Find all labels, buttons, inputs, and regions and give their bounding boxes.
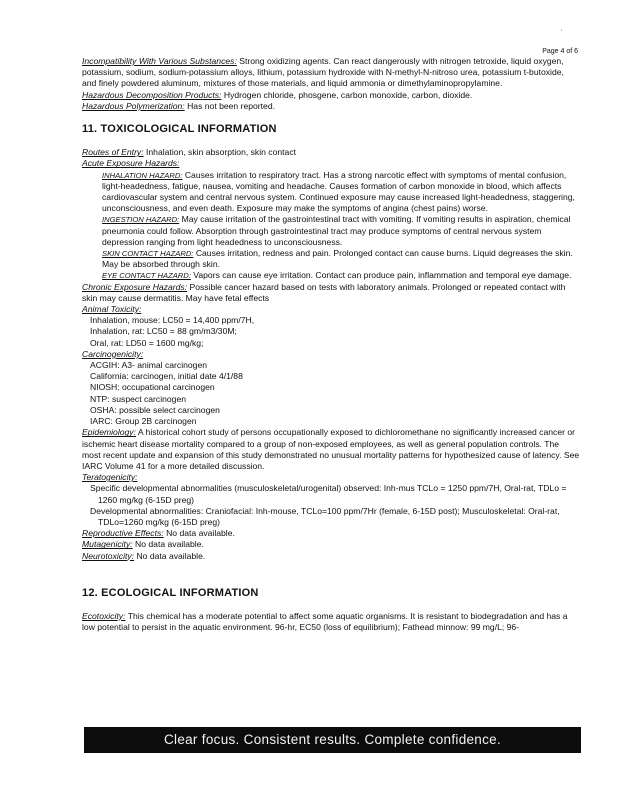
eye-text: Vapors can cause eye irritation. Contact can produce pain, inflammation and temporal eye damage. bbox=[193, 270, 572, 281]
mutagenicity-text: No data available. bbox=[135, 539, 204, 550]
neurotoxicity-text: No data available. bbox=[136, 550, 206, 561]
carcinogenicity-item: NTP: suspect carcinogen bbox=[90, 393, 187, 404]
carcinogenicity-label: Carcinogenicity: bbox=[82, 348, 144, 359]
carcinogenicity-item: NIOSH: occupational carcinogen bbox=[90, 382, 215, 393]
animal-label-line bbox=[82, 304, 580, 315]
chronic-paragraph bbox=[82, 282, 580, 304]
scan-mark: ' bbox=[560, 30, 562, 36]
polymerization-text: Has not been reported. bbox=[187, 100, 275, 111]
epidemiology-paragraph bbox=[82, 427, 580, 472]
polymerization-paragraph bbox=[82, 101, 580, 112]
animal-item: Inhalation, rat: LC50 = 88 gm/m3/30M; bbox=[90, 326, 237, 337]
carcinogenicity-item: California: carcinogen, initial date 4/1/88 bbox=[90, 371, 243, 382]
inhalation-label: INHALATION HAZARD: bbox=[102, 170, 183, 180]
eye-label: EYE CONTACT HAZARD: bbox=[102, 271, 191, 281]
ingestion-paragraph bbox=[82, 214, 580, 248]
reproductive-paragraph bbox=[82, 528, 580, 539]
animal-item: Inhalation, mouse: LC50 = 14,400 ppm/7H, bbox=[90, 315, 255, 326]
decomposition-label: Hazardous Decomposition Products: bbox=[82, 89, 222, 100]
routes-paragraph bbox=[82, 147, 580, 158]
neurotoxicity-label: Neurotoxicity: bbox=[82, 550, 135, 561]
acute-label-line bbox=[82, 158, 580, 169]
routes-text: Inhalation, skin absorption, skin contact bbox=[146, 147, 297, 158]
mutagenicity-label: Mutagenicity: bbox=[82, 539, 133, 550]
decomposition-text: Hydrogen chloride, phosgene, carbon monoxide, carbon, dioxide. bbox=[223, 89, 473, 100]
mutagenicity-paragraph bbox=[82, 539, 580, 550]
chronic-text: Possible cancer hazard based on tests with laboratory animals. Prolonged or repeated contact with skin may cause dermatitis. May have fetal effects bbox=[82, 281, 566, 303]
document-body bbox=[82, 56, 580, 633]
epidemiology-label: Epidemiology: bbox=[82, 427, 136, 438]
ingestion-label: INGESTION HAZARD: bbox=[102, 215, 180, 225]
skin-label: SKIN CONTACT HAZARD: bbox=[102, 249, 194, 259]
reproductive-label: Reproductive Effects: bbox=[82, 528, 164, 539]
incompatibility-paragraph bbox=[82, 56, 580, 90]
eye-paragraph bbox=[82, 270, 580, 281]
chronic-label: Chronic Exposure Hazards: bbox=[82, 281, 188, 292]
ecotoxicity-paragraph bbox=[82, 611, 580, 633]
skin-text: Causes irritation, redness and pain. Prolonged contact can cause burns. Liquid degreases the skin. May be absorbed through skin. bbox=[102, 248, 573, 270]
carcinogenicity-item: IARC: Group 2B carcinogen bbox=[90, 416, 197, 427]
acute-label: Acute Exposure Hazards: bbox=[82, 158, 180, 169]
animal-label: Animal Toxicity: bbox=[82, 304, 142, 315]
inhalation-paragraph bbox=[82, 170, 580, 215]
teratogenicity-label-line bbox=[82, 472, 580, 483]
teratogenicity-label: Teratogenicity: bbox=[82, 472, 138, 483]
ingestion-text: May cause irritation of the gastrointestinal tract with vomiting. If vomiting results in aspiration, chemical pneumonia could follow. Absorption through gastrointestinal tract may produce symptoms of central nervous system depression ranging from light headedness to unconsciousness. bbox=[102, 214, 571, 247]
carcinogenicity-item: ACGIH: A3- animal carcinogen bbox=[90, 360, 208, 371]
teratogenicity-item: Developmental abnormalities: Craniofacial: Inh-mouse, TCLo=100 ppm/7Hr (female, 6-15D post); Musculoskeletal: Oral-rat, TDLo=1260 mg/kg (6-15D preg) bbox=[90, 505, 560, 527]
epidemiology-text: A historical cohort study of persons occupationally exposed to dichloromethane no significantly increased cancer or ischemic heart disease mortality compared to a group of non-exposed employees, as well as general population controls. The most recent update and expansion of this study demonstrated no unusual mortality patterns for hypothesized cause of latency. See IARC Volume 41 for a more detailed discussion. bbox=[82, 427, 580, 471]
section-11-title: 11. TOXICOLOGICAL INFORMATION bbox=[82, 123, 277, 136]
teratogenicity-item: Specific developmental abnormalities (musculoskeletal/urogenital) observed: Inh-mus TCLo = 1250 ppm/7H, Oral-rat, TDLo = 1260 mg/kg (6-15D preg) bbox=[90, 483, 567, 505]
routes-label: Routes of Entry: bbox=[82, 147, 144, 158]
animal-item: Oral, rat: LD50 = 1600 mg/kg; bbox=[90, 337, 204, 348]
polymerization-label: Hazardous Polymerization: bbox=[82, 100, 185, 111]
reproductive-text: No data available. bbox=[166, 528, 235, 539]
inhalation-text: Causes irritation to respiratory tract. Has a strong narcotic effect with symptoms of mental confusion, light-headedness, fatigue, nausea, vomiting and headache. Causes formation of carbon monoxide in blood, which affects cardiovascular system and central nervous system. Continued exposure may cause increased light-headedness, staggering, unconsciousness, and even death. Exposure may make the symptoms of angina (chest pains) worse. bbox=[102, 169, 575, 214]
decomposition-paragraph bbox=[82, 90, 580, 101]
page-number: Page 4 of 6 bbox=[542, 48, 578, 55]
incompatibility-label: Incompatibility With Various Substances: bbox=[82, 56, 237, 66]
section-12-title: 12. ECOLOGICAL INFORMATION bbox=[82, 586, 259, 599]
incompatibility-text: Strong oxidizing agents. Can react dangerously with nitrogen tetroxide, liquid oxygen, potassium, sodium, sodium-potassium alloys, lithium, potassium hydroxide with N-methyl-N-nitroso urea, potassium t-butoxide, and finely powdered aluminum, mixtures of those materials, and liquid ammonia or dimethylaminopropylamine. bbox=[82, 56, 564, 89]
ecotoxicity-text: This chemical has a moderate potential to affect some aquatic organisms. It is resistant to biodegradation and has a low potential to persist in the aquatic environment. 96-hr, EC50 (loss of equilibrium); Fathead minnow: 99 mg/L; 96- bbox=[82, 610, 568, 633]
neurotoxicity-paragraph bbox=[82, 551, 580, 562]
ecotoxicity-label: Ecotoxicity: bbox=[82, 610, 126, 621]
skin-paragraph bbox=[82, 248, 580, 270]
carcinogenicity-label-line bbox=[82, 349, 580, 360]
footer-tagline-bar: Clear focus. Consistent results. Complete confidence. bbox=[84, 727, 581, 753]
carcinogenicity-item: OSHA: possible select carcinogen bbox=[90, 404, 220, 415]
